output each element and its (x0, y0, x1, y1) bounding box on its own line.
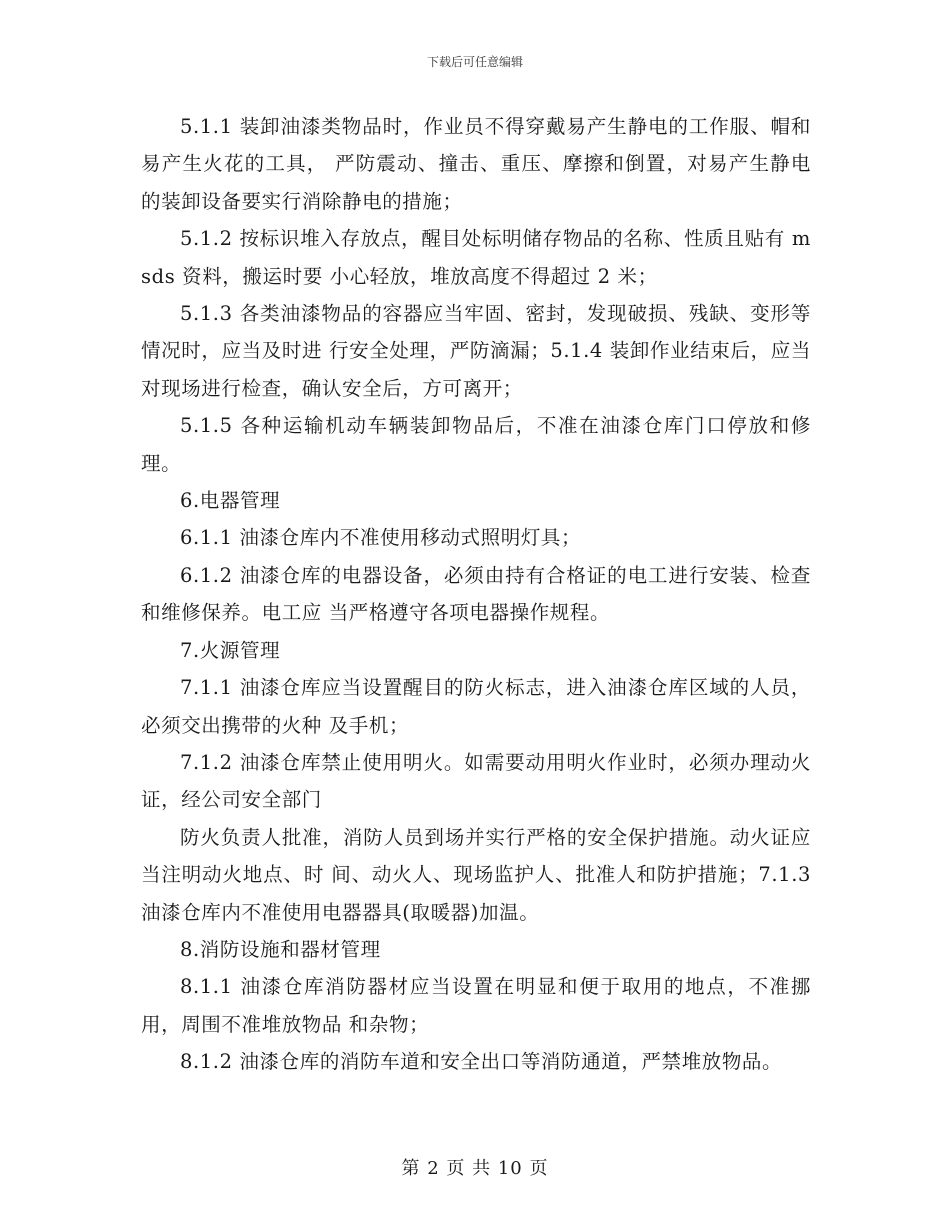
paragraph-8-1-2: 8.1.2 油漆仓库的消防车道和安全出口等消防通道，严禁堆放物品。 (180, 1050, 783, 1074)
paragraph-8-1-1: 8.1.1 油漆仓库消防器材应当设置在明显和便于取用的地点，不准挪用，周围不准堆放物品 和杂物； (141, 975, 811, 1036)
section-heading-7: 7.火源管理 (180, 638, 281, 662)
paragraph-5-1-1: 5.1.1 装卸油漆类物品时，作业员不得穿戴易产生静电的工作服、帽和易产生火花的工具， 严防震动、撞击、重压、摩擦和倒置，对易产生静电的装卸设备要实行消除静电的措施； (141, 115, 811, 213)
section-heading-8: 8.消防设施和器材管理 (180, 937, 381, 961)
paragraph-7-1-2: 7.1.2 油漆仓库禁止使用明火。如需要动用明火作业时，必须办理动火证，经公司安全部门 (141, 750, 811, 812)
section-heading-6: 6.电器管理 (180, 489, 281, 513)
paragraph-6-1-1: 6.1.1 油漆仓库内不准使用移动式照明灯具； (180, 526, 582, 550)
paragraph-7-1-1: 7.1.1 油漆仓库应当设置醒目的防火标志，进入油漆仓库区域的人员，必须交出携带的火种 及手机； (141, 676, 811, 737)
page-header-note: 下载后可任意编辑 (426, 55, 523, 69)
paragraph-5-1-2: 5.1.2 按标识堆入存放点，醒目处标明储存物品的名称、性质且贴有 msds 资料，搬运时要 小心轻放，堆放高度不得超过 2 米； (141, 227, 811, 288)
paragraph-6-1-2: 6.1.2 油漆仓库的电器设备，必须由持有合格证的电工进行安装、检查和维修保养。电工应 当严格遵守各项电器操作规程。 (141, 563, 811, 625)
paragraph-7-1-2-continued: 防火负责人批准，消防人员到场并实行严格的安全保护措施。动火证应当注明动火地点、时 间、动火人、现场监护人、批准人和防护措施；7.1.3 油漆仓库内不准使用电器器具(取暖器)加温。 (141, 825, 811, 924)
paragraph-5-1-3: 5.1.3 各类油漆物品的容器应当牢固、密封，发现破损、残缺、变形等情况时，应当及时进 行安全处理，严防滴漏；5.1.4 装卸作业结束后，应当对现场进行检查，确认安全后，方可离开； (141, 302, 811, 400)
document-body (141, 108, 811, 1081)
page-number-footer: 第 2 页 共 10 页 (401, 1158, 549, 1179)
paragraph-5-1-5: 5.1.5 各种运输机动车辆装卸物品后，不准在油漆仓库门口停放和修理。 (141, 414, 811, 475)
